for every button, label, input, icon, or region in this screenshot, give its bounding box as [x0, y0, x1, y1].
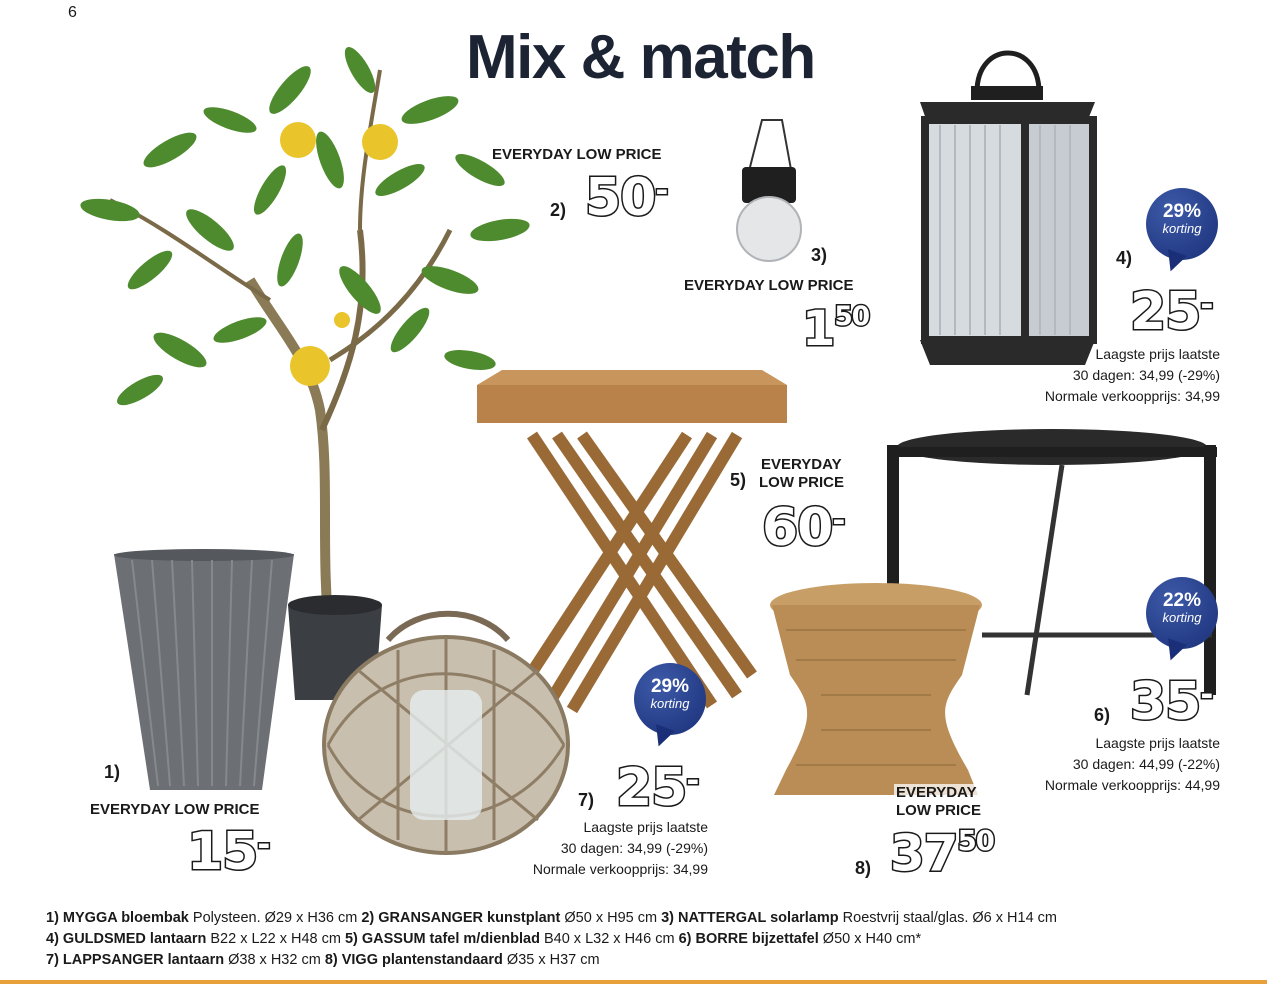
- product-7-price-dash: -: [686, 762, 699, 799]
- product-4-discount-label: korting: [1162, 221, 1202, 236]
- wicker-stool-image: [766, 580, 986, 815]
- product-6-discount-badge: [1146, 577, 1218, 649]
- product-7-discount-percent: 29%: [650, 676, 690, 697]
- desc-6-detail: Ø50 x H40 cm*: [818, 931, 922, 947]
- product-4-discount-percent: 29%: [1162, 201, 1202, 222]
- description-line-3: [46, 950, 1236, 971]
- bottom-accent-rule: [0, 980, 1267, 984]
- lantern-black-image: [915, 30, 1100, 370]
- product-2-everyday-label: EVERYDAY LOW PRICE: [492, 146, 662, 163]
- product-7-discount-label: korting: [650, 696, 690, 711]
- desc-8-detail: Ø35 x H37 cm: [502, 952, 600, 968]
- product-8-price: [890, 824, 994, 883]
- product-5-everyday-line-1: EVERYDAY: [761, 456, 842, 473]
- page-number: 6: [68, 4, 77, 21]
- desc-8-name: 8) VIGG plantenstandaard: [324, 952, 503, 968]
- product-2-price-main: 50: [585, 168, 656, 228]
- product-2-price: [585, 168, 668, 228]
- desc-1-name: 1) MYGGA bloembak: [46, 910, 189, 926]
- desc-7-detail: Ø38 x H32 cm: [224, 952, 325, 968]
- product-6-price-dash: -: [1200, 676, 1213, 713]
- product-4-discount-badge: [1146, 188, 1218, 260]
- product-7-price-main: 25: [616, 758, 687, 818]
- desc-3-name: 3) NATTERGAL solarlamp: [661, 910, 839, 926]
- product-5-price-main: 60: [762, 498, 833, 558]
- product-3-price-main: 1: [802, 300, 835, 357]
- product-7-info-line-3: Normale verkoopprijs: 34,99: [532, 861, 708, 877]
- desc-4-name: 4) GULDSMED lantaarn: [46, 931, 207, 947]
- product-6-info-line-3: Normale verkoopprijs: 44,99: [1044, 777, 1220, 793]
- product-8-everyday-line-2: LOW PRICE: [896, 802, 981, 819]
- desc-1-detail: Polysteen. Ø29 x H36 cm: [188, 910, 362, 926]
- product-1-everyday-label: EVERYDAY LOW PRICE: [90, 801, 260, 818]
- product-descriptions: [46, 908, 1236, 971]
- product-4-info-line-1: Laagste prijs laatste: [1095, 346, 1220, 362]
- product-4-number: 4): [1116, 248, 1133, 268]
- description-line-1: [46, 908, 1236, 929]
- desc-7-name: 7) LAPPSANGER lantaarn: [46, 952, 225, 968]
- desc-2-detail: Ø50 x H95 cm: [560, 910, 662, 926]
- product-4-info-line-3: Normale verkoopprijs: 34,99: [1044, 388, 1220, 404]
- planter-image: [112, 550, 297, 795]
- desc-5-name: 5) GASSUM tafel m/dienblad: [344, 931, 540, 947]
- product-6-info-line-1: Laagste prijs laatste: [1095, 735, 1220, 751]
- desc-6-name: 6) BORRE bijzettafel: [678, 931, 819, 947]
- product-2-price-dash: -: [655, 172, 668, 209]
- product-3-everyday-label: EVERYDAY LOW PRICE: [684, 277, 854, 294]
- product-4-price: [1130, 282, 1213, 342]
- product-3-price-cents: 50: [834, 301, 870, 332]
- product-7-number: 7): [578, 790, 595, 810]
- product-7-info-line-1: Laagste prijs laatste: [583, 819, 708, 835]
- product-5-price: [762, 498, 845, 558]
- product-1-price-main: 15: [187, 822, 258, 882]
- product-8-everyday-line-1: EVERYDAY: [896, 784, 977, 801]
- product-6-info-line-2: 30 dagen: 44,99 (-22%): [1072, 756, 1220, 772]
- product-6-price-info: [990, 733, 1220, 796]
- product-7-discount-badge: [634, 663, 706, 735]
- product-1-number: 1): [104, 762, 121, 782]
- product-4-info-line-2: 30 dagen: 34,99 (-29%): [1072, 367, 1220, 383]
- product-6-price: [1130, 672, 1213, 732]
- page-title: Mix & match: [466, 23, 815, 92]
- product-5-everyday-line-2: LOW PRICE: [759, 474, 844, 491]
- product-4-price-dash: -: [1200, 286, 1213, 323]
- product-5-number: 5): [730, 470, 747, 490]
- product-1-price: [187, 822, 270, 882]
- product-8-price-main: 37: [890, 824, 958, 883]
- product-3-price: [802, 300, 870, 357]
- product-7-price-info: [478, 817, 708, 880]
- product-4-price-info: [990, 344, 1220, 407]
- product-7-price: [616, 758, 699, 818]
- product-8-number: 8): [855, 858, 872, 878]
- product-5-price-dash: -: [832, 502, 845, 539]
- product-8-price-cents: 50: [957, 825, 994, 857]
- product-1-price-dash: -: [257, 826, 270, 863]
- product-5-everyday-label: [759, 456, 844, 492]
- product-8-everyday-label: [894, 784, 983, 820]
- product-3-number: 3): [811, 245, 828, 265]
- product-7-info-line-2: 30 dagen: 34,99 (-29%): [560, 840, 708, 856]
- product-6-discount-label: korting: [1162, 610, 1202, 625]
- product-6-number: 6): [1094, 705, 1111, 725]
- product-6-price-main: 35: [1130, 672, 1201, 732]
- desc-2-name: 2) GRANSANGER kunstplant: [361, 910, 561, 926]
- desc-3-detail: Roestvrij staal/glas. Ø6 x H14 cm: [838, 910, 1058, 926]
- description-line-2: [46, 929, 1236, 950]
- product-6-discount-percent: 22%: [1162, 590, 1202, 611]
- solar-lamp-image: [732, 115, 802, 265]
- product-4-price-main: 25: [1130, 282, 1201, 342]
- product-2-number: 2): [550, 200, 567, 220]
- desc-4-detail: B22 x L22 x H48 cm: [206, 931, 345, 947]
- desc-5-detail: B40 x L32 x H46 cm: [539, 931, 679, 947]
